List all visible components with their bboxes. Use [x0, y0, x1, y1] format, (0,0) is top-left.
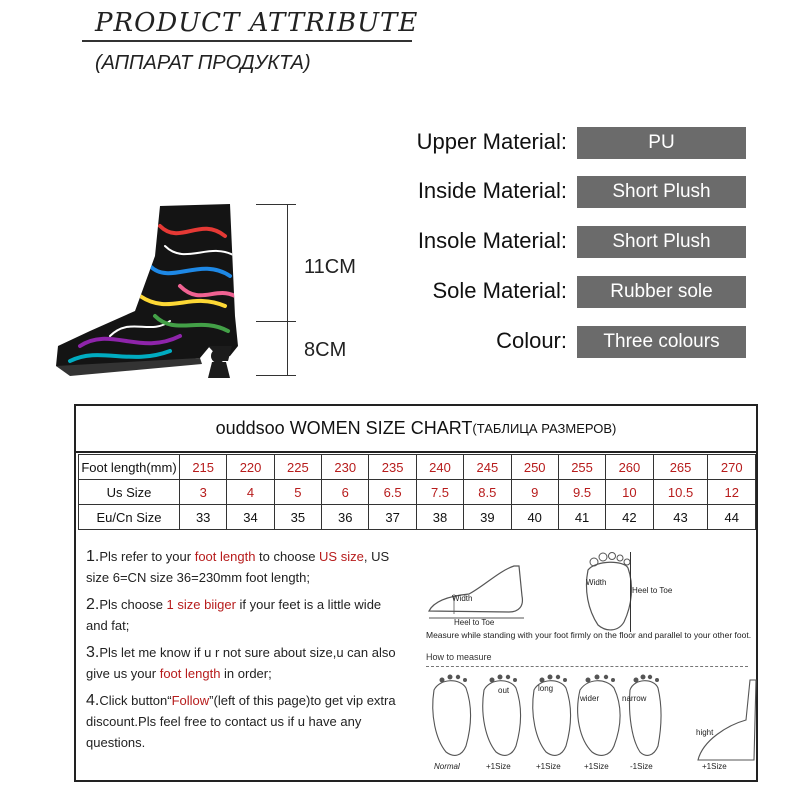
size-row-header: Eu/Cn Size [79, 505, 180, 530]
size-label-3: +1Size [584, 762, 609, 771]
size-cell: 4 [227, 480, 274, 505]
page-title: PRODUCT ATTRIBUTE [95, 8, 419, 38]
attr-value-insole: Short Plush [577, 226, 746, 258]
size-cell: 9.5 [558, 480, 605, 505]
measure-heel-toe-label-top: Heel to Toe [632, 586, 673, 595]
size-cell: 215 [180, 455, 227, 480]
heel-height: 8CM [304, 339, 347, 361]
attr-label-sole: Sole Material: [432, 278, 567, 303]
size-cell: 265 [653, 455, 708, 480]
attr-label-upper: Upper Material: [416, 129, 567, 154]
title-underline [82, 40, 412, 42]
size-row [79, 505, 756, 530]
attr-label-inside: Inside Material: [417, 178, 567, 203]
size-cell: 8.5 [464, 480, 511, 505]
attr-value-inside: Short Plush [577, 176, 746, 208]
heel-toe-line [630, 552, 631, 632]
foot-label-out: out [498, 686, 510, 695]
size-cell: 220 [227, 455, 274, 480]
foot-label-wider: wider [580, 694, 600, 703]
follow-link[interactable]: Follow [171, 693, 210, 708]
instruction-4: 4.Click button“Follow”(left of this page)to get vip extra discount.Pls feel free to contact us if u have any questions. [86, 692, 396, 750]
size-cell: 6 [322, 480, 369, 505]
size-cell: 39 [464, 505, 511, 530]
measure-note: Measure while standing with your foot firmly on the floor and parallel to your other foot. [426, 630, 752, 640]
size-cell: 3 [180, 480, 227, 505]
boot-image [50, 196, 250, 381]
size-cell: 36 [322, 505, 369, 530]
size-cell: 230 [322, 455, 369, 480]
how-to-divider [426, 666, 748, 668]
size-label-1: +1Size [486, 762, 511, 771]
size-cell: 38 [416, 505, 463, 530]
size-chart-title-en: ouddsoo WOMEN SIZE CHART [215, 418, 473, 438]
size-cell: 40 [511, 505, 558, 530]
size-cell: 10.5 [653, 480, 708, 505]
size-cell: 12 [708, 480, 756, 505]
size-row [79, 455, 756, 480]
measure-heel-toe-label-side: Heel to Toe [454, 618, 495, 627]
size-chart [74, 404, 758, 782]
size-cell: 7.5 [416, 480, 463, 505]
size-cell: 5 [274, 480, 321, 505]
size-cell: 33 [180, 505, 227, 530]
size-row-header: Foot length(mm) [79, 455, 180, 480]
size-table [78, 454, 756, 530]
size-label-normal: Normal [434, 762, 460, 771]
size-cell: 250 [511, 455, 558, 480]
dim-vertical-line [287, 204, 288, 376]
instruction-3: 3.Pls let me know if u r not sure about size,u can also give us your foot length in order; [86, 644, 396, 681]
size-cell: 9 [511, 480, 558, 505]
foot-side-diagram [424, 556, 544, 626]
dim-tick-bottom [256, 375, 296, 376]
size-cell: 44 [708, 505, 756, 530]
size-cell: 41 [558, 505, 605, 530]
attr-label-insole: Insole Material: [417, 228, 567, 253]
size-label-5: +1Size [702, 762, 727, 771]
instruction-1: 1.Pls refer to your foot length to choose US size, US size 6=CN size 36=230mm foot length; [86, 548, 390, 585]
size-cell: 6.5 [369, 480, 416, 505]
foot-types-diagram [428, 670, 758, 766]
dim-tick-top [256, 204, 296, 205]
size-cell: 225 [274, 455, 321, 480]
size-chart-title [76, 406, 756, 453]
attr-label-colour: Colour: [496, 328, 567, 353]
attr-value-colour: Three colours [577, 326, 746, 358]
foot-label-hight: hight [696, 728, 714, 737]
page-subtitle: (АППАРАТ ПРОДУКТА) [95, 52, 311, 74]
measure-width-label-side: Width [452, 594, 473, 603]
size-cell: 35 [274, 505, 321, 530]
dim-tick-mid [256, 321, 296, 322]
size-row-header: Us Size [79, 480, 180, 505]
size-cell: 260 [606, 455, 653, 480]
size-cell: 255 [558, 455, 605, 480]
size-cell: 245 [464, 455, 511, 480]
size-row [79, 480, 756, 505]
instructions [86, 546, 406, 759]
size-chart-title-ru: (ТАБЛИЦА РАЗМЕРОВ) [472, 421, 617, 436]
instruction-2: 2.Pls choose 1 size biiger if your feet is a little wide and fat; [86, 596, 382, 633]
attr-value-sole: Rubber sole [577, 276, 746, 308]
size-cell: 240 [416, 455, 463, 480]
measure-width-label-top: Width [586, 578, 607, 587]
size-cell: 235 [369, 455, 416, 480]
shaft-height: 11CM [304, 256, 356, 278]
foot-label-narrow: narrow [622, 694, 647, 703]
size-cell: 270 [708, 455, 756, 480]
size-label-2: +1Size [536, 762, 561, 771]
size-cell: 43 [653, 505, 708, 530]
attr-value-upper: PU [577, 127, 746, 159]
size-label-4: -1Size [630, 762, 653, 771]
size-cell: 37 [369, 505, 416, 530]
size-cell: 10 [606, 480, 653, 505]
size-cell: 42 [606, 505, 653, 530]
how-to-measure: How to measure [426, 652, 492, 662]
foot-label-long: long [538, 684, 554, 693]
size-cell: 34 [227, 505, 274, 530]
